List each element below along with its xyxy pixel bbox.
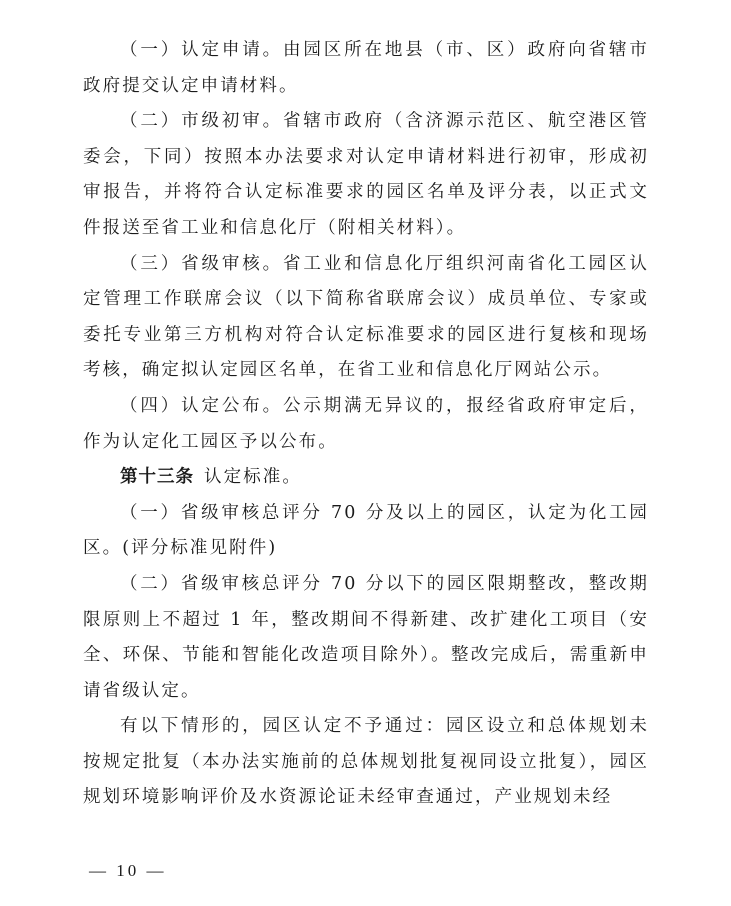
paragraph-province-review: （三）省级审核。省工业和信息化厅组织河南省化工园区认定管理工作联席会议（以下简称省联席会议）成员单位、专家或委托专业第三方机构对符合认定标准要求的园区进行复核和现场考核，确定拟认定园区名单，在省工业和信息化厅网站公示。 [83, 253, 649, 381]
paragraph-standard-pass: （一）省级审核总评分 70 分及以上的园区，认定为化工园区。(评分标准见附件) [83, 502, 649, 559]
paragraph-standard-rectify: （二）省级审核总评分 70 分以下的园区限期整改，整改期限原则上不超过 1 年，整改期间不得新建、改扩建化工项目（安全、环保、节能和智能化改造项目除外）。整改完成后，需重新申请省级认定。 [83, 573, 649, 701]
paragraph-application: （一）认定申请。由园区所在地县（市、区）政府向省辖市政府提交认定申请材料。 [83, 40, 649, 96]
article-heading [83, 460, 649, 496]
paragraph-city-review: （二）市级初审。省辖市政府（含济源示范区、航空港区管委会，下同）按照本办法要求对认定申请材料进行初审，形成初审报告，并将符合认定标准要求的园区名单及评分表，以正式文件报送至省工业和信息化厅（附相关材料）。 [83, 111, 649, 238]
page-number: — 10 — [89, 861, 167, 880]
document-body [83, 33, 649, 816]
paragraph-rejection-conditions: 有以下情形的，园区认定不予通过：园区设立和总体规划未按规定批复（本办法实施前的总体规划批复视同设立批复），园区规划环境影响评价及水资源论证未经审查通过，产业规划未经 [83, 716, 649, 808]
article-title: 认定标准。 [204, 467, 302, 488]
paragraph-announcement: （四）认定公布。公示期满无异议的，报经省政府审定后，作为认定化工园区予以公布。 [83, 395, 649, 452]
article-number: 第十三条 [120, 467, 194, 488]
